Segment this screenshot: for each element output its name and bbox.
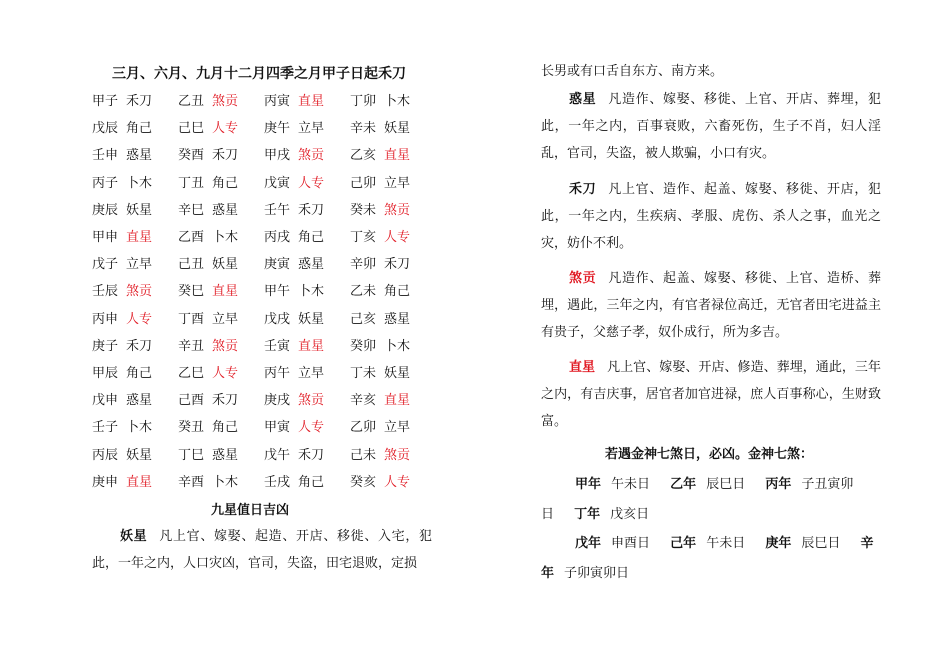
ganzhi-day: 戊寅: [264, 175, 291, 191]
ganzhi-day: 乙巳: [178, 365, 205, 381]
day-cell: [264, 412, 350, 439]
star-name: 角己: [212, 420, 239, 436]
table-row: [92, 113, 436, 140]
day-cell: [92, 331, 178, 358]
day-cell: [350, 358, 436, 385]
star-name: 煞贡: [384, 202, 411, 218]
ganzhi-day: 丙寅: [264, 94, 291, 110]
star-name: 立早: [212, 311, 239, 327]
ganzhi-day: 甲戌: [264, 148, 291, 164]
day-cell: [264, 276, 350, 303]
ganzhi-day: 壬寅: [264, 338, 291, 354]
ganzhi-day: 己亥: [350, 311, 377, 327]
table-row: [92, 195, 436, 222]
table-row: [92, 304, 436, 331]
table-row: [92, 222, 436, 249]
ganzhi-day: 丙辰: [92, 447, 119, 463]
ganzhi-day: 庚申: [92, 474, 119, 490]
ganzhi-day: 壬子: [92, 420, 119, 436]
day-cell: [178, 140, 264, 167]
day-cell: [178, 222, 264, 249]
star-name: 煞贡: [212, 94, 239, 110]
day-cell: [92, 412, 178, 439]
ganzhi-day: 庚寅: [264, 257, 291, 273]
day-cell: [92, 195, 178, 222]
star-name: 角己: [384, 284, 411, 300]
star-name: 惑星: [126, 148, 153, 164]
ganzhi-day: 丙申: [92, 311, 119, 327]
ganzhi-day: 戊午: [264, 447, 291, 463]
day-cell: [264, 358, 350, 385]
ganzhi-day: 辛卯: [350, 257, 377, 273]
table-row: [92, 439, 436, 466]
ganzhi-day: 癸卯: [350, 338, 377, 354]
ganzhi-day: 丁卯: [350, 94, 377, 110]
star-name: 卜木: [212, 474, 239, 490]
ganzhi-day: 戊辰: [92, 121, 119, 137]
star-name: 直星: [212, 284, 239, 300]
day-cell: [178, 86, 264, 113]
day-cell: [264, 439, 350, 466]
day-cell: [264, 195, 350, 222]
ganzhi-day: 甲申: [92, 230, 119, 246]
star-name: 立早: [126, 257, 153, 273]
ganzhi-day: 戊子: [92, 257, 119, 273]
day-cell: [264, 113, 350, 140]
day-cell: [350, 276, 436, 303]
day-cell: [350, 140, 436, 167]
star-name: 惑星: [212, 447, 239, 463]
star-name: 角己: [298, 474, 325, 490]
ganzhi-day: 壬申: [92, 148, 119, 164]
paragraph-huoxing: [541, 86, 881, 167]
star-name: 妖星: [126, 447, 153, 463]
star-name: 人专: [298, 420, 325, 436]
day-cell: [178, 358, 264, 385]
day-cell: [178, 195, 264, 222]
day-cell: [350, 331, 436, 358]
table-row: [92, 249, 436, 276]
star-name: 禾刀: [298, 447, 325, 463]
day-list: 戊亥日: [610, 507, 650, 522]
day-cell: [178, 439, 264, 466]
day-cell: [92, 385, 178, 412]
star-name: 卜木: [126, 420, 153, 436]
day-cell: [178, 467, 264, 494]
star-name: 人专: [384, 230, 411, 246]
ganzhi-day: 丙午: [264, 365, 291, 381]
year-label: 辛年: [541, 536, 874, 581]
ganzhi-day: 壬辰: [92, 284, 119, 300]
star-name: 惑星: [298, 257, 325, 273]
day-cell: [92, 86, 178, 113]
year-label: 戊年: [575, 536, 602, 551]
day-cell: [92, 276, 178, 303]
star-name: 妖星: [384, 121, 411, 137]
ganzhi-day: 丁未: [350, 365, 377, 381]
star-name: 卜木: [384, 94, 411, 110]
day-cell: [350, 467, 436, 494]
star-name: 直星: [298, 94, 325, 110]
paragraph-continuation: 长男或有口舌自东方、南方来。: [541, 64, 724, 79]
star-name: 人专: [126, 311, 153, 327]
paragraph-shagong: [541, 265, 881, 346]
ganzhi-day: 乙卯: [350, 420, 377, 436]
day-cell: [350, 412, 436, 439]
day-list: 辰巳日: [801, 536, 841, 551]
day-cell: [264, 304, 350, 331]
day-cell: [350, 304, 436, 331]
ganzhi-day: 丙戌: [264, 230, 291, 246]
paragraph-text: 凡造作、嫁娶、移徙、上官、开店、葬埋，犯此，一年之内，百事衰败，六畜死伤，生子不肖，妇人淫乱，官司，失盗，被人欺骗，小口有灾。: [541, 92, 881, 161]
day-cell: [350, 195, 436, 222]
paragraph-zhixing: [541, 354, 881, 435]
star-name: 人专: [298, 175, 325, 191]
star-name: 妖星: [384, 365, 411, 381]
ganzhi-day: 己酉: [178, 393, 205, 409]
paragraph-hedao: [541, 176, 881, 257]
day-cell: [350, 113, 436, 140]
star-name: 禾刀: [126, 338, 153, 354]
day-cell: [178, 304, 264, 331]
star-name: 直星: [126, 474, 153, 490]
day-cell: [264, 249, 350, 276]
day-cell: [92, 467, 178, 494]
ganzhi-day: 乙丑: [178, 94, 205, 110]
paragraph-lead: 惑星: [569, 92, 597, 107]
day-cell: [92, 222, 178, 249]
day-list: 子丑寅卯日: [541, 477, 854, 522]
star-name: 卜木: [298, 284, 325, 300]
star-name: 角己: [212, 175, 239, 191]
star-name: 禾刀: [298, 202, 325, 218]
ganzhi-day: 乙未: [350, 284, 377, 300]
table-row: [92, 168, 436, 195]
star-name: 煞贡: [126, 284, 153, 300]
sixty-day-table: [92, 86, 436, 494]
star-name: 煞贡: [212, 338, 239, 354]
paragraph-lead: 煞贡: [569, 271, 597, 286]
day-list: 子卯寅卯日: [564, 566, 630, 581]
ganzhi-day: 丙子: [92, 175, 119, 191]
year-label: 己年: [670, 536, 697, 551]
day-cell: [350, 222, 436, 249]
ganzhi-day: 丁丑: [178, 175, 205, 191]
star-name: 人专: [212, 121, 239, 137]
table-row: [92, 467, 436, 494]
ganzhi-day: 己未: [350, 447, 377, 463]
star-name: 煞贡: [298, 148, 325, 164]
ganzhi-day: 甲辰: [92, 365, 119, 381]
golden-god-line-2: [541, 529, 881, 589]
ganzhi-day: 辛丑: [178, 338, 205, 354]
year-label: 乙年: [670, 477, 697, 492]
star-name: 直星: [298, 338, 325, 354]
star-name: 惑星: [384, 311, 411, 327]
table-row: [92, 276, 436, 303]
ganzhi-day: 庚戌: [264, 393, 291, 409]
star-name: 禾刀: [126, 94, 153, 110]
ganzhi-day: 庚子: [92, 338, 119, 354]
day-cell: [92, 113, 178, 140]
table-row: [92, 331, 436, 358]
star-name: 立早: [384, 420, 411, 436]
year-label: 庚年: [765, 536, 792, 551]
ganzhi-day: 甲寅: [264, 420, 291, 436]
golden-god-line-1: [541, 470, 881, 530]
star-name: 妖星: [298, 311, 325, 327]
table-row: [92, 385, 436, 412]
ganzhi-day: 丁巳: [178, 447, 205, 463]
ganzhi-day: 辛酉: [178, 474, 205, 490]
day-cell: [92, 140, 178, 167]
star-name: 煞贡: [298, 393, 325, 409]
ganzhi-day: 丁酉: [178, 311, 205, 327]
year-label: 甲年: [575, 477, 602, 492]
day-cell: [350, 385, 436, 412]
day-cell: [92, 439, 178, 466]
star-name: 人专: [212, 365, 239, 381]
day-cell: [178, 412, 264, 439]
table-row: [92, 412, 436, 439]
ganzhi-day: 癸亥: [350, 474, 377, 490]
star-name: 妖星: [126, 202, 153, 218]
table-row: [92, 86, 436, 113]
star-name: 禾刀: [212, 393, 239, 409]
ganzhi-day: 戊申: [92, 393, 119, 409]
star-name: 立早: [298, 121, 325, 137]
star-name: 禾刀: [212, 148, 239, 164]
ganzhi-day: 癸巳: [178, 284, 205, 300]
day-cell: [350, 249, 436, 276]
day-cell: [92, 168, 178, 195]
star-name: 角己: [126, 121, 153, 137]
day-cell: [92, 304, 178, 331]
golden-god-title: 若遇金神七煞日，必凶。金神七煞：: [605, 447, 814, 462]
ganzhi-day: 甲子: [92, 94, 119, 110]
day-cell: [178, 385, 264, 412]
day-cell: [264, 222, 350, 249]
day-cell: [178, 331, 264, 358]
star-name: 角己: [298, 230, 325, 246]
star-name: 立早: [384, 175, 411, 191]
ganzhi-day: 己巳: [178, 121, 205, 137]
star-name: 直星: [384, 393, 411, 409]
day-cell: [92, 249, 178, 276]
ganzhi-day: 辛未: [350, 121, 377, 137]
paragraph-lead: 直星: [569, 360, 596, 375]
star-name: 卜木: [212, 230, 239, 246]
star-name: 卜木: [384, 338, 411, 354]
star-name: 禾刀: [384, 257, 411, 273]
paragraph-lead: 妖星: [120, 529, 148, 544]
star-name: 直星: [126, 230, 153, 246]
cycle-title: 三月、六月、九月十二月四季之月甲子日起禾刀: [112, 66, 406, 82]
ganzhi-day: 己卯: [350, 175, 377, 191]
star-name: 直星: [384, 148, 411, 164]
day-cell: [264, 86, 350, 113]
ganzhi-day: 乙亥: [350, 148, 377, 164]
ganzhi-day: 癸丑: [178, 420, 205, 436]
ganzhi-day: 戊戌: [264, 311, 291, 327]
ganzhi-day: 甲午: [264, 284, 291, 300]
star-name: 角己: [126, 365, 153, 381]
star-name: 惑星: [126, 393, 153, 409]
day-cell: [264, 140, 350, 167]
ganzhi-day: 辛巳: [178, 202, 205, 218]
day-cell: [264, 467, 350, 494]
ganzhi-day: 癸未: [350, 202, 377, 218]
day-cell: [350, 86, 436, 113]
star-name: 惑星: [212, 202, 239, 218]
paragraph-text: 凡上官、造作、起盖、嫁娶、移徙、开店，犯此，一年之内，生疾病、孝服、虎伤、杀人之事，血光之灾，妨仆不利。: [541, 182, 881, 251]
ganzhi-day: 丁亥: [350, 230, 377, 246]
day-list: 午未日: [706, 536, 746, 551]
ganzhi-day: 辛亥: [350, 393, 377, 409]
ganzhi-day: 庚辰: [92, 202, 119, 218]
ganzhi-day: 己丑: [178, 257, 205, 273]
star-name: 煞贡: [384, 447, 411, 463]
day-list: 申酉日: [611, 536, 651, 551]
ganzhi-day: 壬午: [264, 202, 291, 218]
year-label: 丁年: [574, 507, 601, 522]
ganzhi-day: 壬戌: [264, 474, 291, 490]
paragraph-lead: 禾刀: [569, 182, 597, 197]
ganzhi-day: 乙酉: [178, 230, 205, 246]
day-list: 午未日: [611, 477, 651, 492]
day-cell: [264, 385, 350, 412]
table-row: [92, 358, 436, 385]
day-cell: [178, 276, 264, 303]
star-name: 卜木: [126, 175, 153, 191]
star-name: 人专: [384, 474, 411, 490]
star-name: 立早: [298, 365, 325, 381]
day-cell: [178, 113, 264, 140]
day-cell: [350, 439, 436, 466]
star-name: 妖星: [212, 257, 239, 273]
ganzhi-day: 癸酉: [178, 148, 205, 164]
day-cell: [92, 358, 178, 385]
day-cell: [178, 168, 264, 195]
day-cell: [350, 168, 436, 195]
ganzhi-day: 庚午: [264, 121, 291, 137]
day-cell: [264, 168, 350, 195]
day-cell: [264, 331, 350, 358]
year-label: 丙年: [765, 477, 792, 492]
paragraph-text: 凡上官、嫁娶、开店、修造、葬埋，通此，三年之内，有吉庆事，居官者加官进禄，庶人百事称心，生财致富。: [541, 360, 881, 429]
nine-stars-title: 九星值日吉凶: [211, 503, 290, 518]
table-row: [92, 140, 436, 167]
day-list: 辰巳日: [706, 477, 746, 492]
paragraph-yaoxing: [92, 523, 432, 577]
paragraph-text: 凡造作、起盖、嫁娶、移徙、上官、造桥、葬埋，遇此，三年之内，有官者禄位高迁，无官者田宅进益主有贵子，父慈子孝，奴仆成行，所为多吉。: [541, 271, 881, 340]
day-cell: [178, 249, 264, 276]
paragraph-text: 凡上官、嫁娶、起造、开店、移徙、入宅，犯此，一年之内，人口灾凶，官司，失盗，田宅退败，定损: [92, 529, 432, 571]
